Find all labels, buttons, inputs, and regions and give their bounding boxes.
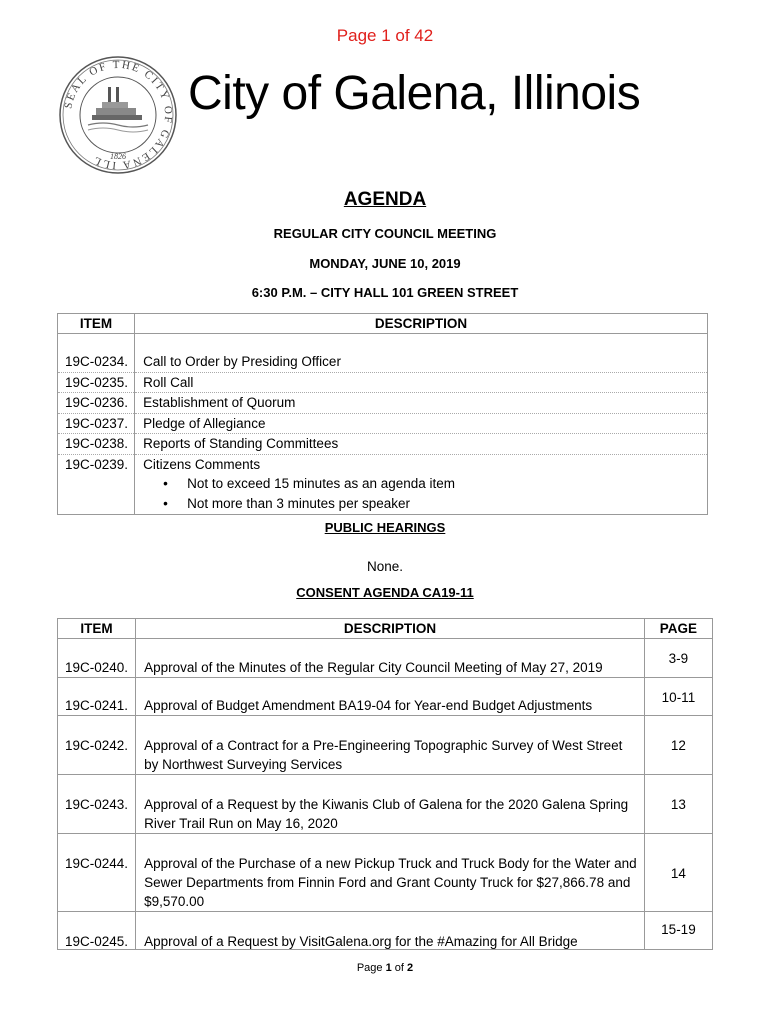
public-hearings-title: PUBLIC HEARINGS (324, 520, 446, 535)
bullet-item: • Not to exceed 15 minutes as an agenda item (187, 474, 707, 494)
table-row (58, 639, 713, 678)
table-row (58, 716, 713, 775)
item-page: 12 (644, 716, 712, 775)
item-number: 19C-0244. (58, 834, 136, 912)
page-footer (0, 962, 770, 974)
table-row (58, 912, 713, 950)
page-header: PAGE (644, 619, 712, 639)
footer-total-pages: 2 (407, 962, 414, 974)
item-page: 3-9 (644, 639, 712, 678)
item-page: 14 (644, 834, 712, 912)
item-number: 19C-0235. (58, 372, 135, 393)
item-description: Citizens Comments (143, 456, 261, 472)
item-header: ITEM (58, 314, 135, 334)
table-row (58, 393, 708, 414)
item-header: ITEM (58, 619, 136, 639)
item-description: Roll Call (135, 372, 708, 393)
item-number: 19C-0243. (58, 775, 136, 834)
item-description: Establishment of Quorum (135, 393, 708, 414)
consent-agenda-title: CONSENT AGENDA CA19-11 (296, 585, 474, 600)
item-number: 19C-0234. (58, 352, 135, 372)
table-row (58, 834, 713, 912)
item-description-cell (135, 454, 708, 515)
city-seal-icon (58, 55, 178, 175)
item-description: Reports of Standing Committees (135, 434, 708, 455)
item-description: Approval of the Minutes of the Regular City Council Meeting of May 27, 2019 (136, 639, 645, 678)
item-number: 19C-0238. (58, 434, 135, 455)
city-title: City of Galena, Illinois (188, 67, 641, 120)
item-number: 19C-0240. (58, 639, 136, 678)
item-number: 19C-0237. (58, 413, 135, 434)
seal-year: 1826 (110, 152, 126, 161)
consent-agenda-table (57, 618, 713, 950)
table-row (58, 775, 713, 834)
table-row (58, 678, 713, 716)
item-number: 19C-0245. (58, 912, 136, 950)
opening-items-table (57, 313, 708, 515)
item-page: 13 (644, 775, 712, 834)
bullet-list (143, 474, 707, 514)
footer-prefix: Page (356, 962, 386, 974)
table-row (58, 352, 708, 372)
item-description: Pledge of Allegiance (135, 413, 708, 434)
bullet-item: • Not more than 3 minutes per speaker (187, 494, 707, 514)
description-header: DESCRIPTION (136, 619, 645, 639)
page-indicator: Page 1 of 42 (336, 26, 434, 45)
item-description: Approval of a Request by VisitGalena.org for the #Amazing for All Bridge (136, 912, 645, 950)
item-number: 19C-0241. (58, 678, 136, 716)
item-number: 19C-0239. (58, 454, 135, 515)
item-description: Approval of the Purchase of a new Pickup Truck and Truck Body for the Water and Sewer Departments from Finnin Ford and Grant County Truck for $27,866.78 and $9,570.00 (136, 834, 645, 912)
table-row (58, 413, 708, 434)
table-row (58, 454, 708, 515)
footer-of: of (391, 962, 408, 974)
item-description: Approval of Budget Amendment BA19-04 for Year-end Budget Adjustments (136, 678, 645, 716)
description-header: DESCRIPTION (135, 314, 708, 334)
agenda-title: AGENDA (343, 189, 427, 210)
seal-ring-text: SEAL OF THE CITY OF GALENA ILL (62, 58, 175, 172)
footer-current-page: 1 (385, 962, 392, 974)
meeting-date: MONDAY, JUNE 10, 2019 (309, 256, 461, 271)
item-page: 15-19 (644, 912, 712, 950)
table-row (58, 372, 708, 393)
table-row (58, 434, 708, 455)
item-page: 10-11 (644, 678, 712, 716)
meeting-type: REGULAR CITY COUNCIL MEETING (273, 226, 497, 241)
public-hearings-content: None. (366, 559, 404, 574)
meeting-time-location: 6:30 P.M. – CITY HALL 101 GREEN STREET (251, 285, 519, 300)
item-description: Approval of a Contract for a Pre-Engineering Topographic Survey of West Street by Northwest Surveying Services (136, 716, 645, 775)
item-number: 19C-0236. (58, 393, 135, 414)
item-number: 19C-0242. (58, 716, 136, 775)
item-description: Call to Order by Presiding Officer (135, 352, 708, 372)
item-description: Approval of a Request by the Kiwanis Club of Galena for the 2020 Galena Spring River Trail Run on May 16, 2020 (136, 775, 645, 834)
